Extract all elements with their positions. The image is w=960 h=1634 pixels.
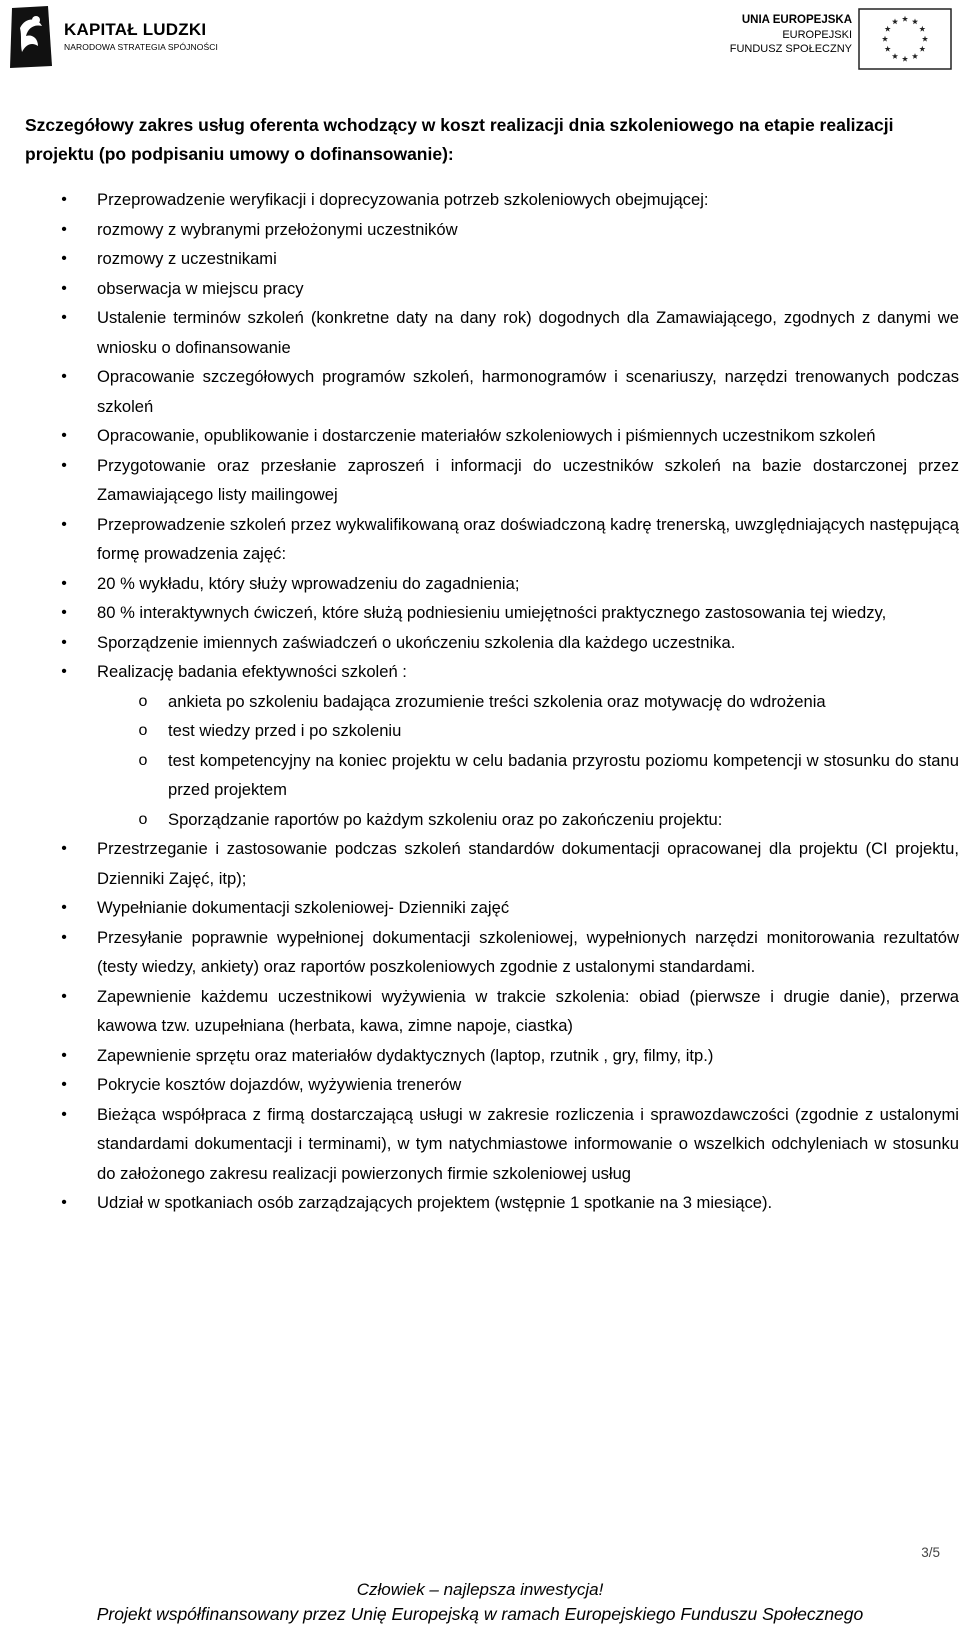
list-item-text: Udział w spotkaniach osób zarządzających projektem (wstępnie 1 spotkanie na 3 miesiące). — [97, 1193, 773, 1212]
list-item — [61, 982, 959, 1041]
list-item-text: Zapewnienie sprzętu oraz materiałów dydaktycznych (laptop, rzutnik , gry, filmy, itp.) — [97, 1045, 714, 1065]
list-item-text: Przeprowadzenie szkoleń przez wykwalifikowaną oraz doświadczoną kadrę trenerską, uwzględniających następującą formę prowadzenia zajęć: — [97, 514, 959, 563]
bullet-icon: • — [61, 1105, 67, 1123]
list-item — [61, 274, 959, 304]
list-item-text: Przestrzeganie i zastosowanie podczas szkoleń standardów dokumentacji opracowanej dla projektu (CI projektu, Dzienniki Zajęć, itp); — [97, 839, 959, 888]
list-item — [61, 1188, 959, 1218]
page-number: 3/5 — [921, 1545, 940, 1560]
list-item — [61, 628, 959, 658]
list-item — [61, 421, 959, 451]
list-item — [61, 185, 959, 215]
bullet-icon: • — [61, 191, 67, 208]
bullet-icon: • — [61, 427, 67, 444]
circle-bullet-icon: o — [138, 692, 148, 710]
list-item — [61, 834, 959, 893]
sub-list-item — [138, 746, 959, 805]
bullet-icon: • — [61, 279, 67, 297]
list-item — [61, 215, 959, 245]
kapital-ludzki-logo — [6, 4, 226, 68]
page-heading: Szczegółowy zakres usług oferenta wchodzący w koszt realizacji dnia szkoleniowego na etapie realizacji projektu (po podpisaniu umowy o dofinansowanie): — [25, 115, 894, 164]
bullet-icon: • — [61, 840, 67, 857]
list-item — [61, 923, 959, 982]
bullet-icon: • — [61, 1194, 67, 1211]
list-item — [61, 1041, 959, 1071]
list-item-text: obserwacja w miejscu pracy — [97, 278, 304, 298]
list-item — [61, 1100, 959, 1189]
bullet-icon: • — [61, 1076, 67, 1093]
list-item-text: rozmowy z uczestnikami — [97, 249, 277, 268]
sub-list-item — [138, 716, 959, 746]
bullet-icon: • — [61, 574, 67, 592]
sub-list-item — [138, 805, 959, 835]
list-item-text: rozmowy z wybranymi przełożonymi uczestników — [97, 219, 458, 239]
bullet-icon: • — [61, 928, 67, 946]
list-item-text: Zapewnienie każdemu uczestnikowi wyżywienia w trakcie szkolenia: obiad (pierwsze i drugie danie), przerwa kawowa tzw. uzupełniana (herbata, kawa, zimne napoje, ciastka) — [97, 986, 959, 1035]
list-item-text: Wypełnianie dokumentacji szkoleniowej- Dzienniki zajęć — [97, 898, 510, 917]
list-item-text: test kompetencyjny na koniec projektu w celu badania przyrostu poziomu kompetencji w stosunku do stanu przed projektem — [168, 750, 959, 799]
list-item-text: Opracowanie, opublikowanie i dostarczenie materiałów szkoleniowych i piśmiennych uczestnikom szkoleń — [97, 426, 876, 445]
kapital-ludzki-emblem-icon — [8, 6, 54, 68]
list-item-text: Ustalenie terminów szkoleń (konkretne daty na dany rok) dogodnych dla Zamawiającego, zgodnych z danymi we wniosku o dofinansowanie — [97, 308, 959, 357]
bullet-icon: • — [61, 250, 67, 267]
list-item-text: Bieżąca współpraca z firmą dostarczającą usługi w zakresie rozliczenia i sprawozdawczości (zgodnie z ustalonymi standardami dokumentacji i terminami), w tym natychmiastowe informowanie o wszelkich odchyleniach w stosunku do założonego zakresu realizacji powierzonych firmie szkoleniowej usług — [97, 1104, 959, 1183]
sub-list-item — [138, 687, 959, 717]
eu-logo-line1: UNIA EUROPEJSKA — [741, 14, 852, 26]
list-item-text: Realizację badania efektywności szkoleń : — [97, 662, 407, 681]
list-item-text: Przygotowanie oraz przesłanie zaproszeń i informacji do uczestników szkoleń na bazie dostarczonej przez Zamawiającego listy mailingowej — [97, 455, 959, 504]
services-list — [0, 185, 960, 1218]
bullet-icon: • — [61, 604, 67, 621]
bullet-icon: • — [61, 1046, 67, 1064]
eu-logo-line3: FUNDUSZ SPOŁECZNY — [729, 43, 852, 55]
bullet-icon: • — [61, 456, 67, 474]
list-item-text: Sporządzanie raportów po każdym szkoleniu oraz po zakończeniu projektu: — [168, 809, 723, 829]
eu-flag-icon — [858, 8, 952, 70]
list-item-text: Sporządzenie imiennych zaświadczeń o ukończeniu szkolenia dla każdego uczestnika. — [97, 632, 736, 652]
logo-subtitle: NARODOWA STRATEGIA SPÓJNOŚCI — [64, 42, 218, 52]
list-item-text: Przeprowadzenie weryfikacji i doprecyzowania potrzeb szkoleniowych obejmującej: — [97, 190, 709, 209]
list-item — [61, 893, 959, 923]
list-item — [61, 657, 959, 687]
eu-logo — [729, 4, 956, 68]
list-item-text: 20 % wykładu, który służy wprowadzeniu do zagadnienia; — [97, 573, 520, 593]
list-item-text: Opracowanie szczegółowych programów szkoleń, harmonogramów i scenariuszy, narzędzi trenowanych podczas szkoleń — [97, 367, 959, 416]
bullet-icon: • — [61, 220, 67, 238]
list-item-text: Przesyłanie poprawnie wypełnionej dokumentacji szkoleniowej, wypełnionych narzędzi monitorowania rezultatów (testy wiedzy, ankiety) oraz raportów poszkoleniowych zgodnie z ustalonymi standardami. — [97, 927, 959, 976]
list-item — [61, 569, 959, 599]
bullet-icon: • — [61, 663, 67, 680]
bullet-icon: • — [61, 515, 67, 533]
bullet-icon: • — [61, 987, 67, 1005]
list-item — [61, 303, 959, 362]
list-item — [61, 362, 959, 421]
footer-slogan: Człowiek – najlepsza inwestycja! — [356, 1580, 604, 1599]
list-item — [61, 598, 959, 628]
list-item — [61, 1070, 959, 1100]
list-item-text: Pokrycie kosztów dojazdów, wyżywienia trenerów — [97, 1075, 462, 1094]
bullet-icon: • — [61, 899, 67, 916]
circle-bullet-icon: o — [138, 810, 148, 828]
list-item — [61, 510, 959, 569]
list-item — [61, 244, 959, 274]
eu-logo-line2: EUROPEJSKI — [782, 29, 852, 41]
list-item — [61, 451, 959, 510]
circle-bullet-icon: o — [138, 722, 148, 739]
list-item-text: 80 % interaktywnych ćwiczeń, które służą podniesieniu umiejętności praktycznego zastosowania tej wiedzy, — [97, 603, 887, 622]
logo-title: KAPITAŁ LUDZKI — [64, 20, 207, 39]
bullet-icon: • — [61, 633, 67, 651]
bullet-icon: • — [61, 368, 67, 385]
list-item-text: test wiedzy przed i po szkoleniu — [168, 721, 402, 740]
list-item-text: ankieta po szkoleniu badająca zrozumienie treści szkolenia oraz motywację do wdrożenia — [168, 691, 826, 711]
bullet-icon: • — [61, 309, 67, 326]
footer-cofinancing: Projekt współfinansowany przez Unię Europejską w ramach Europejskiego Funduszu Społecznego — [96, 1604, 864, 1624]
circle-bullet-icon: o — [138, 751, 148, 769]
